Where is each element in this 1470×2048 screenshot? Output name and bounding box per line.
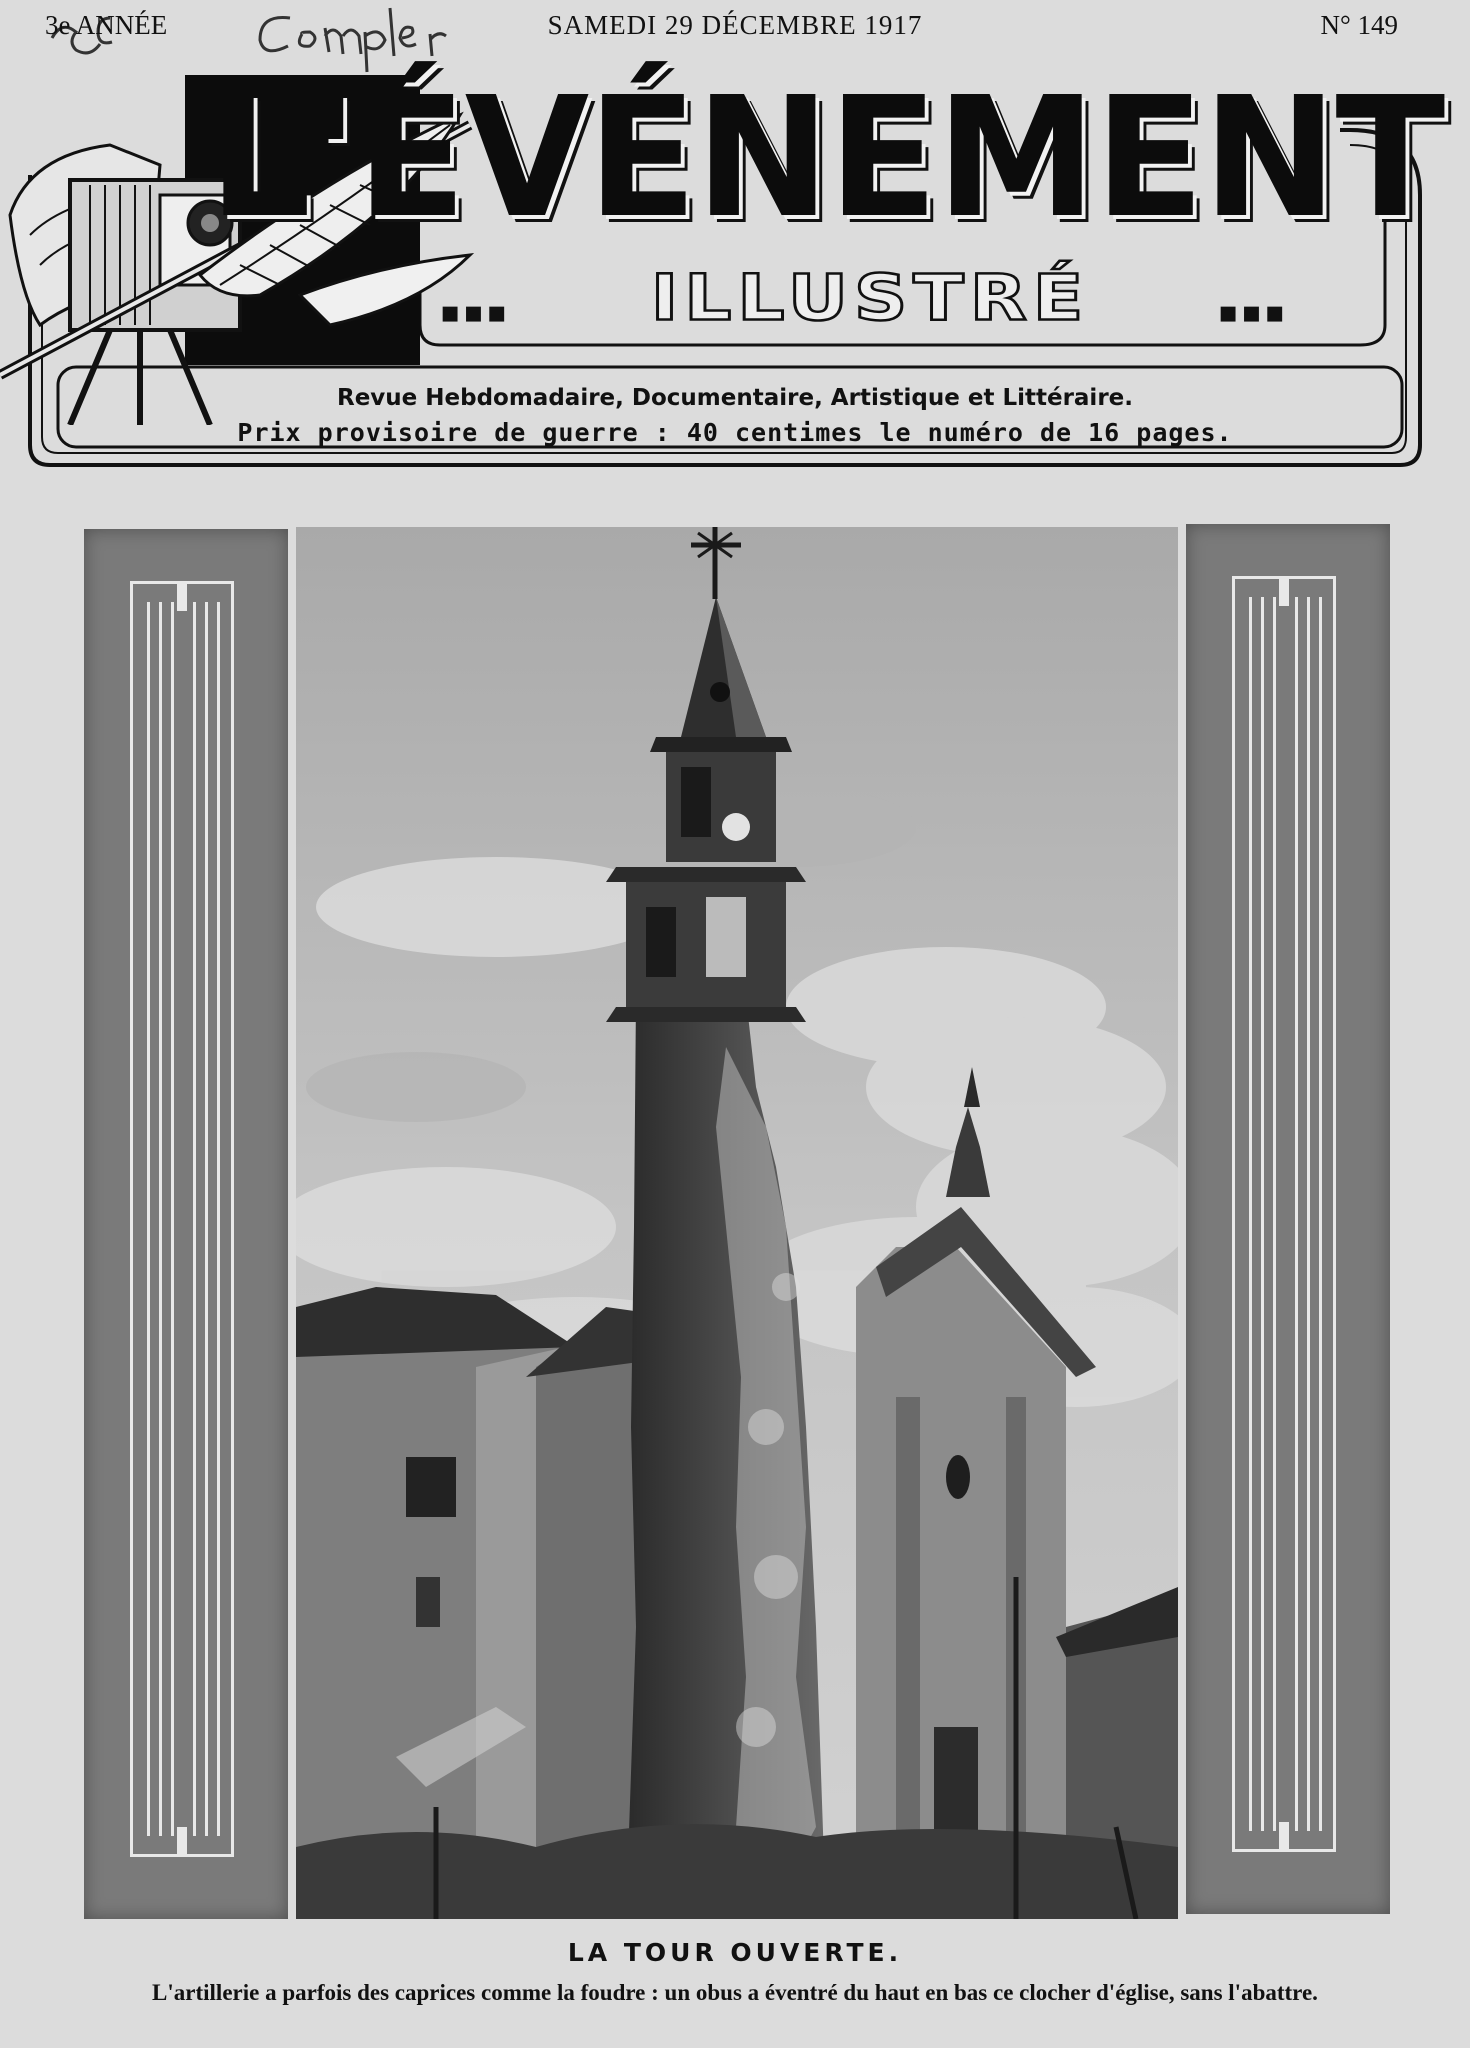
issue-number: N° 149 (1320, 10, 1398, 40)
masthead (0, 45, 1470, 485)
subtitle-dots-right: ▪▪▪ (1218, 295, 1288, 330)
subtitle-dots-left: ▪▪▪ (440, 295, 510, 330)
volume-year: 3e ANNÉE (45, 10, 168, 40)
magazine-title: L'ÉVÉNEMENT (208, 62, 1444, 255)
photo-caption-text: L'artillerie a parfois des caprices comme la foudre : un obus a éventré du haut en bas ce clocher d'église, sans l'abattre. (152, 1980, 1318, 2005)
magazine-tagline: Revue Hebdomadaire, Documentaire, Artistique et Littéraire. (336, 385, 1133, 411)
column-ornament (130, 581, 234, 1857)
issue-date: SAMEDI 29 DÉCEMBRE 1917 (547, 10, 923, 40)
damaged-bell-tower-image (296, 527, 1178, 1919)
column-ornament (1232, 576, 1336, 1852)
decorative-column-right (1186, 524, 1390, 1914)
magazine-subtitle: ILLUSTRÉ (650, 261, 1090, 335)
price-line: Prix provisoire de guerre : 40 centimes le numéro de 16 pages. (237, 418, 1233, 447)
photo-caption-title: LA TOUR OUVERTE. (567, 1938, 903, 1967)
bell-tower-photograph (296, 527, 1178, 1919)
issue-info-bar (0, 10, 1470, 50)
decorative-column-left (84, 529, 288, 1919)
